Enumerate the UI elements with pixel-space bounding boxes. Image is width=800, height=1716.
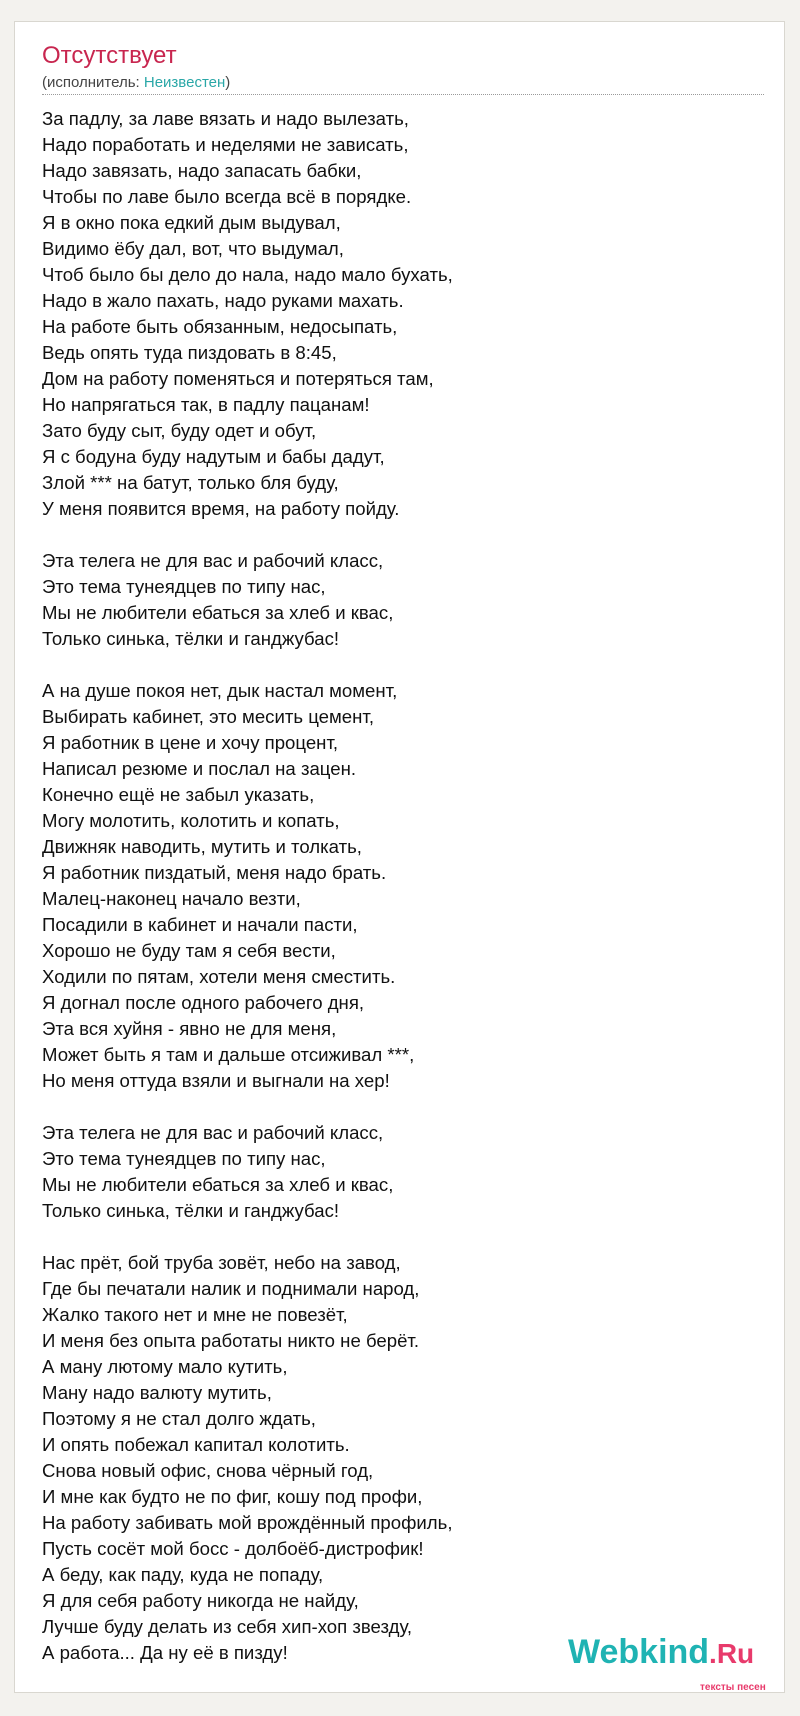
lyric-line: На работе быть обязанным, недосыпать, — [42, 316, 398, 337]
divider — [42, 94, 764, 95]
lyric-line: Я догнал после одного рабочего дня, — [42, 992, 365, 1013]
lyric-line: Надо завязать, надо запасать бабки, — [42, 160, 362, 181]
lyric-line: Только синька, тёлки и ганджубас! — [42, 628, 340, 649]
lyric-line: Но напрягаться так, в падлу пацанам! — [42, 394, 370, 415]
lyric-line: Мы не любители ебаться за хлеб и квас, — [42, 1174, 394, 1195]
lyric-line: Надо поработать и неделями не зависать, — [42, 134, 409, 155]
lyric-line: Я с бодуна буду надутым и бабы дадут, — [42, 446, 385, 467]
lyric-line: Только синька, тёлки и ганджубас! — [42, 1200, 340, 1221]
stanza-gap — [42, 522, 453, 548]
artist-link[interactable]: Неизвестен — [143, 74, 226, 91]
lyric-line: Но меня оттуда взяли и выгнали на хер! — [42, 1070, 390, 1091]
lyric-line: Мы не любители ебаться за хлеб и квас, — [42, 602, 394, 623]
lyric-line: И опять побежал капитал колотить. — [42, 1434, 350, 1455]
lyric-line: Зато буду сыт, буду одет и обут, — [42, 420, 317, 441]
lyric-line: Эта вся хуйня - явно не для меня, — [42, 1018, 337, 1039]
lyric-line: А на душе покоя нет, дык настал момент, — [42, 680, 398, 701]
lyric-line: Малец-наконец начало везти, — [42, 888, 301, 909]
performer-suffix: ) — [225, 74, 231, 91]
logo-main: Webkind — [568, 1633, 710, 1671]
lyric-line: Нас прёт, бой труба зовёт, небо на завод, — [42, 1252, 401, 1273]
performer-line — [42, 74, 230, 91]
lyric-line: Чтоб было бы дело до нала, надо мало бухать, — [42, 264, 453, 285]
lyric-line: Где бы печатали налик и поднимали народ, — [42, 1278, 420, 1299]
lyric-line: Ведь опять туда пиздовать в 8:45, — [42, 342, 337, 363]
lyric-line: Это тема тунеядцев по типу нас, — [42, 1148, 326, 1169]
lyric-line: Посадили в кабинет и начали пасти, — [42, 914, 358, 935]
logo-tagline: тексты песен — [700, 1682, 766, 1693]
lyric-line: Чтобы по лаве было всегда всё в порядке. — [42, 186, 412, 207]
lyric-line: Это тема тунеядцев по типу нас, — [42, 576, 326, 597]
stanza-gap — [42, 1224, 453, 1250]
lyric-line: И мне как будто не по фиг, кошу под профи, — [42, 1486, 423, 1507]
lyric-line: Эта телега не для вас и рабочий класс, — [42, 1122, 384, 1143]
lyric-line: А ману лютому мало кутить, — [42, 1356, 288, 1377]
lyric-line: Движняк наводить, мутить и толкать, — [42, 836, 362, 857]
lyric-line: Ману надо валюту мутить, — [42, 1382, 272, 1403]
lyric-line: На работу забивать мой врождённый профиль, — [42, 1512, 453, 1533]
lyric-line: Я в окно пока едкий дым выдувал, — [42, 212, 341, 233]
song-title: Отсутствует — [42, 42, 177, 69]
stanza-gap — [42, 652, 453, 678]
lyric-line: Надо в жало пахать, надо руками махать. — [42, 290, 404, 311]
lyric-line: И меня без опыта работаты никто не берёт. — [42, 1330, 420, 1351]
lyric-line: Снова новый офис, снова чёрный год, — [42, 1460, 374, 1481]
lyrics-card — [14, 21, 785, 1693]
lyric-line: Я работник в цене и хочу процент, — [42, 732, 339, 753]
lyric-line: Я для себя работу никогда не найду, — [42, 1590, 359, 1611]
lyric-line: Пусть сосёт мой босс - долбоёб-дистрофик! — [42, 1538, 424, 1559]
logo-suffix: .Ru — [709, 1638, 755, 1669]
lyric-line: Хорошо не буду там я себя вести, — [42, 940, 336, 961]
stanza-gap — [42, 1094, 453, 1120]
lyric-line: Эта телега не для вас и рабочий класс, — [42, 550, 384, 571]
lyric-line: А работа... Да ну её в пизду! — [42, 1642, 288, 1663]
lyric-line: У меня появится время, на работу пойду. — [42, 498, 400, 519]
lyric-line: Поэтому я не стал долго ждать, — [42, 1408, 316, 1429]
lyric-line: Могу молотить, колотить и копать, — [42, 810, 340, 831]
lyric-line: Может быть я там и дальше отсиживал ***, — [42, 1044, 415, 1065]
lyric-line: Ходили по пятам, хотели меня сместить. — [42, 966, 396, 987]
lyric-line: Я работник пиздатый, меня надо брать. — [42, 862, 387, 883]
lyric-line: Написал резюме и послал на зацен. — [42, 758, 357, 779]
lyric-line: Конечно ещё не забыл указать, — [42, 784, 315, 805]
lyric-line: За падлу, за лаве вязать и надо вылезать, — [42, 108, 409, 129]
performer-prefix: (исполнитель: — [42, 74, 144, 91]
site-logo[interactable] — [568, 1633, 754, 1672]
lyric-line: Видимо ёбу дал, вот, что выдумал, — [42, 238, 344, 259]
lyric-line: Жалко такого нет и мне не повезёт, — [42, 1304, 348, 1325]
lyric-line: Лучше буду делать из себя хип-хоп звезду, — [42, 1616, 413, 1637]
lyric-line: А беду, как паду, куда не попаду, — [42, 1564, 324, 1585]
lyric-line: Выбирать кабинет, это месить цемент, — [42, 706, 375, 727]
lyric-line: Злой *** на батут, только бля буду, — [42, 472, 339, 493]
lyrics-text — [42, 106, 453, 1666]
lyric-line: Дом на работу поменяться и потеряться там, — [42, 368, 434, 389]
